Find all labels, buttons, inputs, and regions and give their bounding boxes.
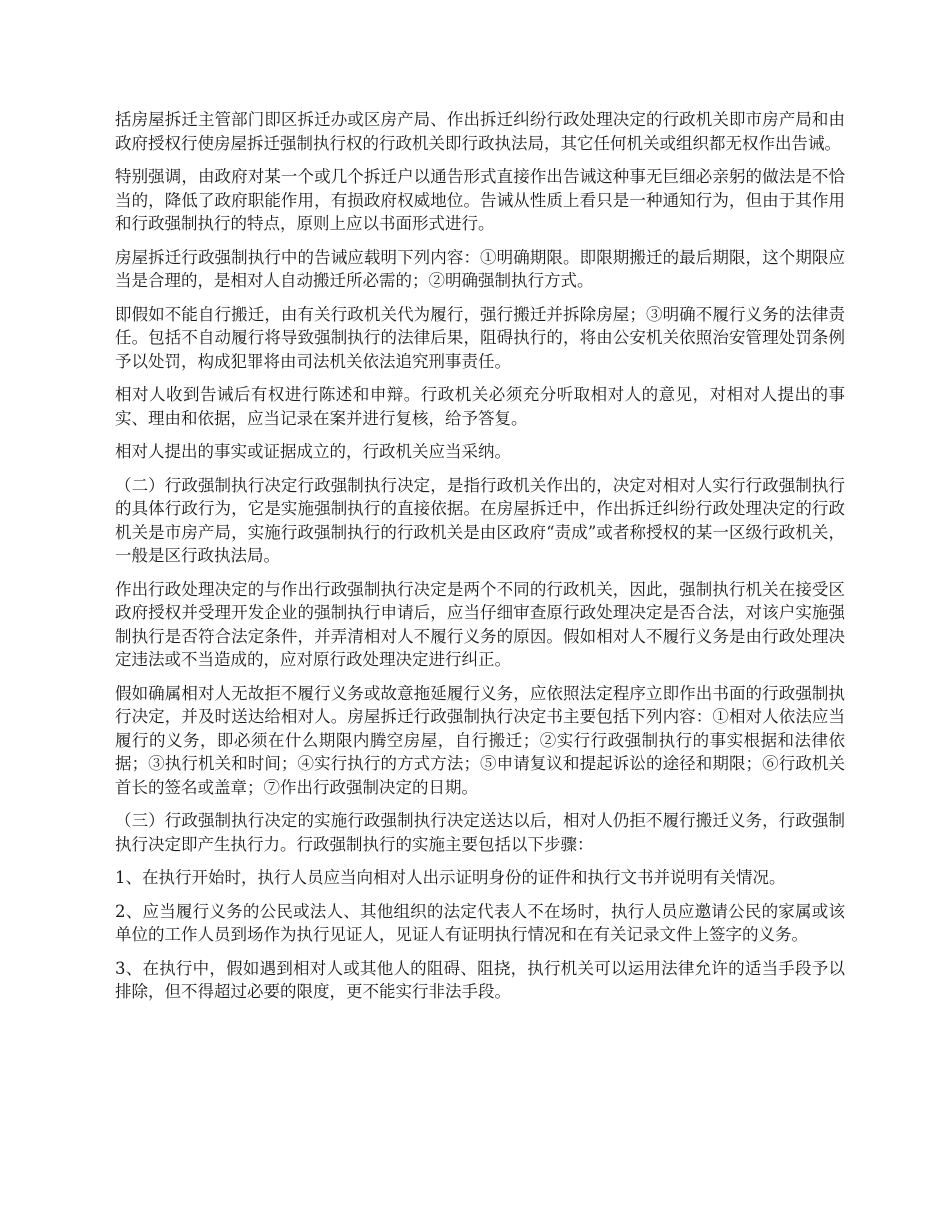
paragraph-5: 相对人收到告诫后有权进行陈述和申辩。行政机关必须充分听取相对人的意见，对相对人提出的事实、理由和依据，应当记录在案并进行复核，给予答复。: [115, 385, 845, 428]
paragraph-9: 假如确属相对人无故拒不履行义务或故意拖延履行义务，应依照法定程序立即作出书面的行政强制执行决定，并及时送达给相对人。房屋拆迁行政强制执行决定书主要包括下列内容：①相对人依法应当履行的义务，即必须在什么期限内腾空房屋，自行搬迁；②实行行政强制执行的事实根据和法律依据；③执行机关和时间；④实行执行的方式方法；⑤申请复议和提起诉讼的途径和期限；⑥行政机关首长的签名或盖章；⑦作出行政强制决定的日期。: [115, 683, 845, 797]
document-body: [115, 108, 845, 1014]
paragraph-7: （二）行政强制执行决定行政强制执行决定，是指行政机关作出的，决定对相对人实行行政强制执行的具体行政行为，它是实施强制执行的直接依据。在房屋拆迁中，作出拆迁纠纷行政处理决定的行政机关是市房产局，实施行政强制执行的行政机关是由区政府“责成”或者称授权的某一区级行政机关，一般是区行政执法局。: [115, 475, 845, 565]
paragraph-13: 3、在执行中，假如遇到相对人或其他人的阻碍、阻挠，执行机关可以运用法律允许的适当手段予以排除，但不得超过必要的限度，更不能实行非法手段。: [115, 958, 845, 1001]
paragraph-1: 括房屋拆迁主管部门即区拆迁办或区房产局、作出拆迁纠纷行政处理决定的行政机关即市房产局和由政府授权行使房屋拆迁强制执行权的行政机关即行政执法局，其它任何机关或组织都无权作出告诫。: [115, 110, 845, 153]
paragraph-6: 相对人提出的事实或证据成立的，行政机关应当采纳。: [115, 442, 511, 461]
paragraph-10: （三）行政强制执行决定的实施行政强制执行决定送达以后，相对人仍拒不履行搬迁义务，行政强制执行决定即产生执行力。行政强制执行的实施主要包括以下步骤：: [115, 811, 845, 854]
paragraph-3: 房屋拆迁行政强制执行中的告诫应载明下列内容：①明确期限。即限期搬迁的最后期限，这个期限应当是合理的，是相对人自动搬迁所必需的；②明确强制执行方式。: [115, 247, 845, 290]
paragraph-2: 特别强调，由政府对某一个或几个拆迁户以通告形式直接作出告诫这种事无巨细必亲躬的做法是不恰当的，降低了政府职能作用，有损政府权威地位。告诫从性质上看只是一种通知行为，但由于其作用和行政强制执行的特点，原则上应以书面形式进行。: [115, 167, 845, 233]
paragraph-12: 2、应当履行义务的公民或法人、其他组织的法定代表人不在场时，执行人员应邀请公民的家属或该单位的工作人员到场作为执行见证人，见证人有证明执行情况和在有关记录文件上签字的义务。: [115, 901, 845, 944]
paragraph-4: 即假如不能自行搬迁，由有关行政机关代为履行，强行搬迁并拆除房屋；③明确不履行义务的法律责任。包括不自动履行将导致强制执行的法律后果，阻碍执行的，将由公安机关依照治安管理处罚条例予以处罚，构成犯罪将由司法机关依法追究刑事责任。: [115, 304, 845, 371]
paragraph-11: 1、在执行开始时，执行人员应当向相对人出示证明身份的证件和执行文书并说明有关情况。: [115, 868, 786, 887]
paragraph-8: 作出行政处理决定的与作出行政强制执行决定是两个不同的行政机关，因此，强制执行机关在接受区政府授权并受理开发企业的强制执行申请后，应当仔细审查原行政处理决定是否合法，对该户实施强制执行是否符合法定条件，并弄清相对人不履行义务的原因。假如相对人不履行义务是由行政处理决定违法或不当造成的，应对原行政处理决定进行纠正。: [115, 579, 845, 669]
